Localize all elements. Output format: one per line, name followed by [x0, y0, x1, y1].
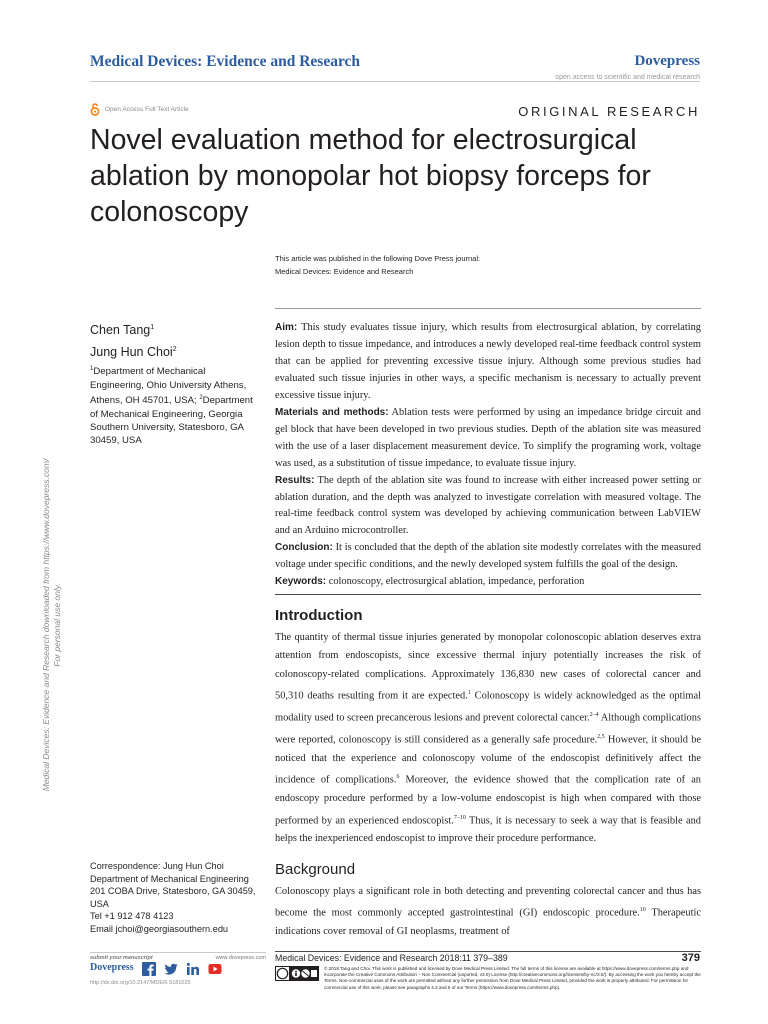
published-note-line: This article was published in the following Dove Press journal: — [275, 254, 481, 263]
citation-ref[interactable]: 2–4 — [589, 712, 599, 719]
abstract-results: Results: The depth of the ablation site was found to increase with either increased power setting or ablation duration, and the depth was analyzed to investigate correlation with measured voltage. The real-time feedback control system was developed by achieving communication between LabVIEW and an Arduino microcontroller. — [275, 474, 701, 537]
creative-commons-icon[interactable] — [275, 966, 319, 981]
download-watermark-line1: Medical Devices: Evidence and Research downloaded from https://www.dovepress.com/ — [41, 458, 51, 792]
open-access-label: Open Access Full Text Article — [105, 105, 189, 113]
published-note — [275, 252, 480, 278]
citation-ref[interactable]: 6 — [396, 774, 400, 781]
background-paragraph: Colonoscopy plays a significant role in both detecting and preventing colorectal cancer and thus has become the most commonly accepted gastrointestinal (GI) endoscopic procedure.$^{10}$ Therapeutic indications cover removal of GI neoplasms, treatment of — [275, 886, 701, 938]
background-heading: Background — [275, 861, 356, 878]
submit-url[interactable]: www.dovepress.com — [215, 955, 266, 961]
doi-link[interactable]: http://dx.doi.org/10.2147/MDER.S181025 — [90, 980, 191, 986]
citation-ref[interactable]: 2,5 — [597, 733, 605, 740]
correspondence-block: Correspondence: Jung Hun Choi Department of Mechanical Engineering 201 COBA Drive, Statesboro, GA 30459, USA Tel +1 912 478 4123 Email jchoi@georgiasouthern.edu — [90, 860, 266, 936]
linkedin-icon[interactable] — [186, 962, 200, 976]
footer-divider — [90, 952, 266, 953]
publisher-tagline: open access to scientific and medical research — [555, 74, 700, 81]
correspondence-email[interactable]: Email jchoi@georgiasouthern.edu — [90, 923, 229, 934]
citation-ref[interactable]: 7–10 — [453, 814, 466, 821]
footer-brand[interactable]: Dovepress — [90, 962, 134, 973]
abstract-aim: Aim: This study evaluates tissue injury, which results from electrosurgical ablation, by correlating lesion depth to tissue impedance, and introduces a newly developed real-time feedback control system that can be applied for preventing excessive tissue injury. Although some previous studies had evaluated such tissue injuries in other ways, a specific mechanism is necessary to actually prevent excessive tissue injury. — [275, 322, 701, 401]
page-number: 379 — [681, 952, 700, 964]
author-name: Chen Tang$^1$ — [90, 323, 155, 338]
introduction-heading: Introduction — [275, 607, 363, 624]
license-text: © 2018 Tang and Choi. This work is published and licensed by Dove Medical Press Limited. The full terms of this license are available at https://www.dovepress.com/terms.php and incorporate the Creative Commons Attribution – Non Commercial (unported, v3.0) License (http://creativecommons.org/licenses/by-nc/3.0/). By accessing the work you hereby accept the Terms. Non-commercial uses of the work are permitted without any further permission from Dove Medical Press Limited, provided the work is properly attributed. For permission for commercial use of this work, please see paragraphs 4.2 and 5 of our Terms (https://www.dovepress.com/terms.php). — [324, 966, 701, 990]
social-links — [142, 962, 222, 976]
publisher-logo[interactable]: Dovepress — [634, 53, 700, 69]
open-access-badge — [90, 102, 189, 116]
abstract-divider — [275, 594, 701, 595]
introduction-paragraph: The quantity of thermal tissue injuries generated by monopolar colonoscopic ablation deserves extra attention from endoscopists, since excessive thermal injury potentially increases the risk of colonoscopy-related complications. Approximately 136,830 new cases of colorectal cancer and 50,310 deaths resulting from it are expected.$^1$ Colonoscopy is widely acknowledged as the optimal modality used to screen precancerous lesions and prevent colorectal cancer.$^{2-4}$ Although complications were reported, colonoscopy is still considered as a generally safe procedure.$^{2,5}$ However, it should be noticed that the experience and colonoscopy volume of the endoscopist definitively affect the incidence of complications.$^6$ Moreover, the evidence showed that the complication rate of an endoscopy procedure performed by a low-volume endoscopist is high when compared with those performed by an experienced endoscopist.$^{7-10}$ Thus, it is necessary to seek a way that is feasible and helps the inexperienced endoscopist to improve their procedure performance. — [275, 632, 701, 845]
published-divider — [275, 308, 701, 309]
author-name: Jung Hun Choi$^2$ — [90, 345, 177, 360]
abstract-methods: Materials and methods: Ablation tests were performed by using an impedance bridge circuit and gel block that have been developed in two previous studies. Depth of the ablation site was measured with the use of a laser displacement measurement device. To simplify the programing work, voltage was used, as a substitution of tissue impedance, to evaluate tissue injury. — [275, 406, 701, 469]
youtube-icon[interactable] — [208, 962, 222, 976]
submit-manuscript — [90, 955, 266, 961]
journal-title: Medical Devices: Evidence and Research — [90, 53, 361, 70]
abstract-conclusion: Conclusion: It is concluded that the depth of the ablation site modestly correlates with the measured voltage under specific conditions, and the newly developed system fulfills the goal of the design. — [275, 542, 701, 571]
section-label: ORIGINAL RESEARCH — [518, 104, 700, 119]
citation-ref[interactable]: 1 — [467, 690, 471, 697]
footer-citation-divider — [275, 951, 701, 952]
abstract-keywords: Keywords: colonoscopy, electrosurgical ablation, impedance, perforation — [275, 576, 585, 588]
published-note-journal[interactable]: Medical Devices: Evidence and Research — [275, 267, 414, 276]
article-title: Novel evaluation method for electrosurgical ablation by monopolar hot biopsy forceps for colonoscopy — [90, 124, 651, 228]
journal-citation: Medical Devices: Evidence and Research 2018:11 379–389 — [275, 953, 508, 963]
submit-manuscript-link[interactable]: submit your manuscript — [90, 955, 153, 961]
abstract — [275, 320, 701, 591]
author-list — [90, 318, 177, 362]
twitter-icon[interactable] — [164, 962, 178, 976]
license-block — [275, 966, 701, 991]
affiliations: $^1$Department of Mechanical Engineering, Ohio University Athens, Athens, OH 45701, USA; $^2$Department of Mechanical Engineering, Georgia Southern University, Statesboro, GA 30459, USA — [90, 366, 253, 447]
open-access-icon — [90, 102, 100, 116]
download-watermark-line2: For personal use only. — [52, 583, 62, 667]
facebook-icon[interactable] — [142, 962, 156, 976]
header-divider — [90, 81, 700, 82]
citation-ref[interactable]: 10 — [639, 907, 646, 914]
